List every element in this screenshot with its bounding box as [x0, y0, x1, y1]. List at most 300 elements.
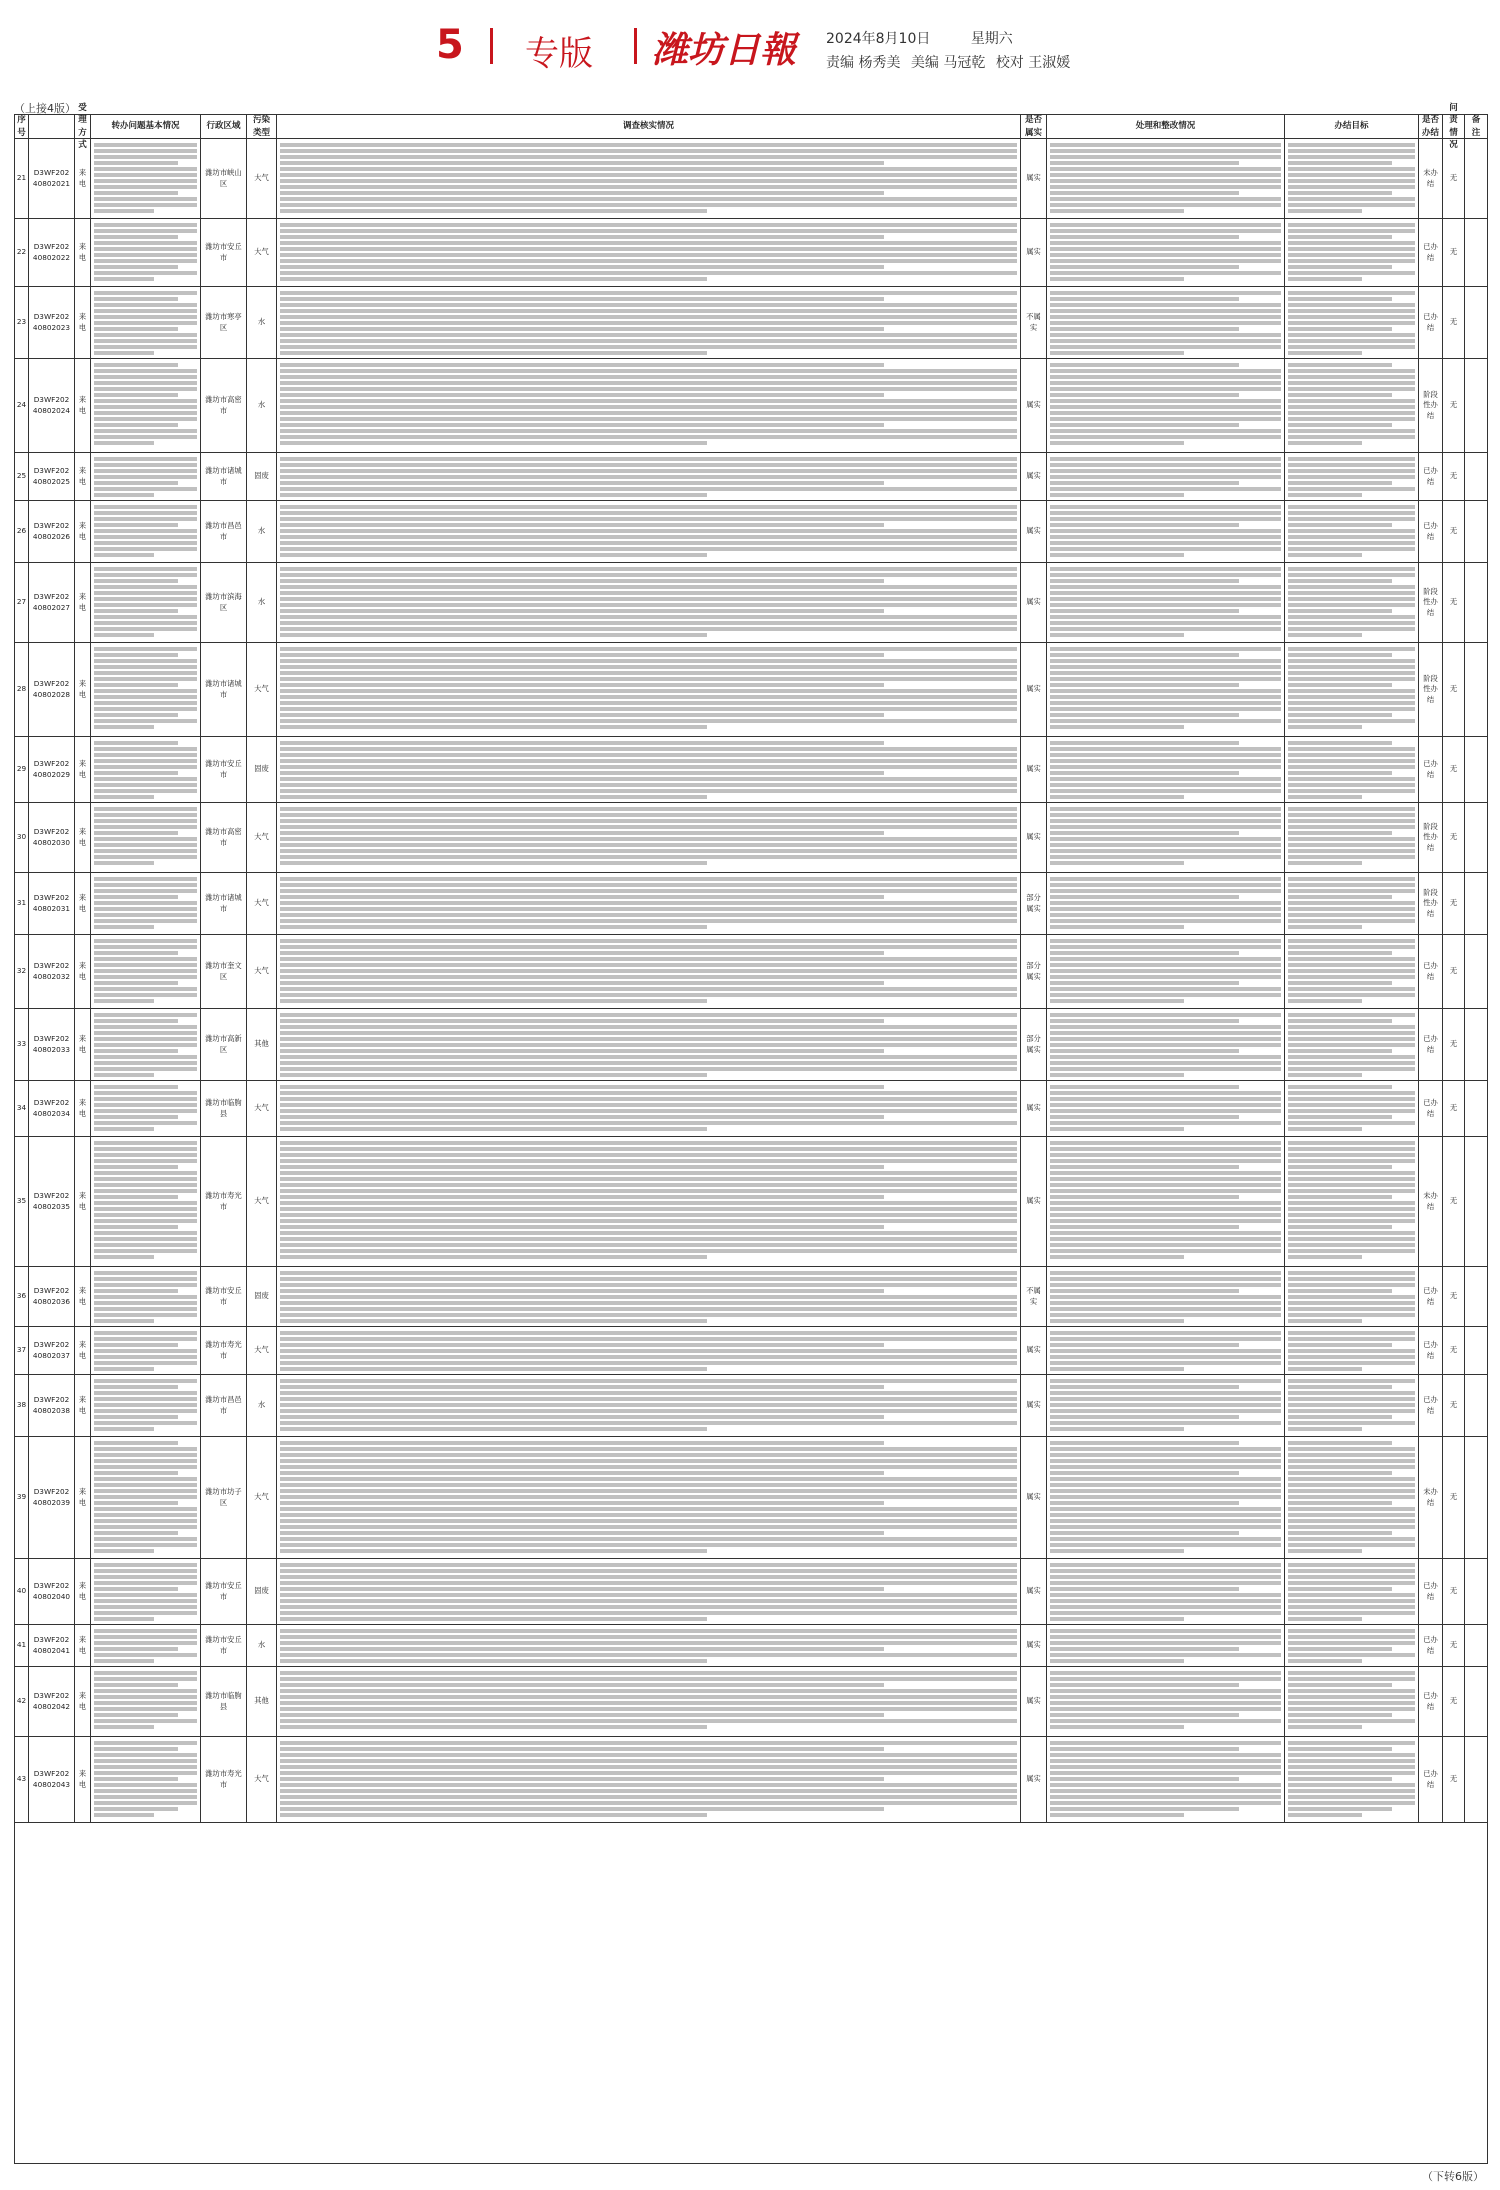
masthead-divider [634, 28, 637, 64]
text-line [94, 1415, 178, 1419]
text-line [280, 351, 707, 355]
cell-verified: 属实 [1021, 501, 1047, 562]
text-line [1050, 429, 1281, 433]
text-line [1288, 1807, 1392, 1811]
text-line [1288, 813, 1415, 817]
text-line [94, 913, 197, 917]
text-line [94, 1683, 178, 1687]
text-line [1050, 1049, 1239, 1053]
text-line [1288, 1489, 1415, 1493]
text-line [280, 1813, 707, 1817]
text-line [1050, 1147, 1281, 1151]
text-line [280, 511, 1017, 515]
text-line [1050, 753, 1281, 757]
cell-region: 潍坊市昌邑市 [201, 501, 247, 562]
text-line [1288, 1219, 1415, 1223]
text-line [1050, 1025, 1281, 1029]
text-line [1050, 1593, 1281, 1597]
header-handling: 处理和整改情况 [1047, 115, 1285, 138]
cell-method: 来电 [75, 359, 91, 452]
text-line [1288, 653, 1392, 657]
text-line [280, 197, 1017, 201]
cell-goal-text-block [1285, 1667, 1419, 1736]
text-line [1288, 303, 1415, 307]
cell-remark [1465, 219, 1487, 286]
cell-accountability: 无 [1443, 935, 1465, 1008]
header-remark: 备注 [1471, 115, 1481, 138]
text-line [1050, 1441, 1239, 1445]
cell-pollution: 水 [247, 287, 277, 358]
text-line [94, 149, 197, 153]
text-line [1288, 423, 1392, 427]
text-line [1288, 1307, 1415, 1311]
text-line [280, 585, 1017, 589]
text-line [94, 297, 178, 301]
text-line [94, 1783, 197, 1787]
text-line [280, 1525, 1017, 1529]
text-line [1050, 1513, 1281, 1517]
text-line [280, 1747, 884, 1751]
text-line [280, 609, 884, 613]
cell-problem-text-block [91, 287, 201, 358]
text-line [94, 1765, 197, 1769]
text-line [1288, 753, 1415, 757]
text-line [280, 529, 1017, 533]
cell-verified: 属实 [1021, 803, 1047, 872]
text-line [1050, 819, 1281, 823]
cell-pollution: 水 [247, 1625, 277, 1666]
text-line [1288, 957, 1415, 961]
cell-verified: 属实 [1021, 1137, 1047, 1266]
text-line [94, 511, 197, 515]
text-line [94, 505, 197, 509]
text-line [1288, 1349, 1415, 1353]
text-line [94, 1617, 154, 1621]
editor-credit: 责编 杨秀美 [826, 55, 901, 71]
text-line [280, 345, 1017, 349]
cell-accountability: 无 [1443, 139, 1465, 218]
text-line [94, 1587, 178, 1591]
text-line [1288, 591, 1415, 595]
text-line [1050, 375, 1281, 379]
text-line [1050, 203, 1281, 207]
text-line [94, 203, 197, 207]
text-line [1288, 1459, 1415, 1463]
cell-method: 来电 [75, 1559, 91, 1624]
text-line [1050, 1043, 1281, 1047]
cell-investigation-text-block [277, 1009, 1021, 1080]
cell-seq: 38 [15, 1375, 29, 1436]
cell-method: 来电 [75, 563, 91, 642]
table-row [15, 501, 1487, 563]
text-line [94, 843, 197, 847]
text-line [280, 1501, 884, 1505]
text-line [94, 1471, 178, 1475]
text-line [280, 741, 884, 745]
cell-seq: 42 [15, 1667, 29, 1736]
text-line [94, 1037, 197, 1041]
text-line [280, 849, 1017, 853]
text-line [280, 1765, 1017, 1769]
text-line [1288, 969, 1415, 973]
text-line [94, 1177, 197, 1181]
cell-accountability: 无 [1443, 453, 1465, 500]
text-line [280, 1237, 1017, 1241]
cell-closed: 已办结 [1419, 287, 1443, 358]
text-line [94, 1019, 178, 1023]
cell-goal-text-block [1285, 803, 1419, 872]
text-line [280, 837, 1017, 841]
text-line [1288, 855, 1415, 859]
text-line [94, 381, 197, 385]
text-line [280, 895, 884, 899]
text-line [1050, 1313, 1281, 1317]
header-goal: 办结目标 [1285, 115, 1419, 138]
cell-investigation-text-block [277, 359, 1021, 452]
cell-closed: 阶段性办结 [1419, 359, 1443, 452]
cell-method: 来电 [75, 1137, 91, 1266]
table-row [15, 1559, 1487, 1625]
text-line [94, 831, 178, 835]
cell-closed: 已办结 [1419, 1737, 1443, 1822]
text-line [1050, 1255, 1184, 1259]
text-line [94, 1189, 197, 1193]
text-line [280, 1313, 1017, 1317]
cell-accountability: 无 [1443, 1375, 1465, 1436]
text-line [1288, 143, 1415, 147]
text-line [1288, 819, 1415, 823]
text-line [280, 795, 707, 799]
text-line [94, 223, 197, 227]
cell-investigation-text-block [277, 501, 1021, 562]
text-line [1288, 327, 1392, 331]
text-line [1050, 1427, 1184, 1431]
cell-pollution: 其他 [247, 1667, 277, 1736]
text-line [1050, 1019, 1239, 1023]
text-line [280, 375, 1017, 379]
text-line [94, 1183, 197, 1187]
text-line [1050, 1237, 1281, 1241]
cell-accountability: 无 [1443, 643, 1465, 736]
text-line [94, 1513, 197, 1517]
cell-pollution: 水 [247, 563, 277, 642]
text-line [1288, 975, 1415, 979]
text-line [280, 1587, 884, 1591]
text-line [94, 1581, 197, 1585]
text-line [280, 603, 1017, 607]
text-line [94, 1013, 197, 1017]
cell-problem-text-block [91, 501, 201, 562]
text-line [1050, 789, 1281, 793]
text-line [1288, 1611, 1415, 1615]
text-line [94, 1397, 197, 1401]
cell-investigation-text-block [277, 1737, 1021, 1822]
text-line [1288, 707, 1415, 711]
cell-method: 来电 [75, 219, 91, 286]
text-line [1050, 1159, 1281, 1163]
cell-verified: 属实 [1021, 219, 1047, 286]
text-line [94, 945, 197, 949]
text-line [1050, 1243, 1281, 1247]
cell-accountability: 无 [1443, 1737, 1465, 1822]
text-line [1288, 1067, 1415, 1071]
text-line [94, 1719, 197, 1723]
text-line [94, 633, 154, 637]
text-line [1050, 1765, 1281, 1769]
text-line [280, 1295, 1017, 1299]
text-line [1288, 747, 1415, 751]
text-line [1288, 457, 1415, 461]
text-line [280, 469, 1017, 473]
text-line [280, 1043, 1017, 1047]
text-line [280, 653, 884, 657]
text-line [1050, 1677, 1281, 1681]
text-line [1288, 1483, 1415, 1487]
cell-accountability: 无 [1443, 1559, 1465, 1624]
cell-handling-text-block [1047, 563, 1285, 642]
cell-pollution: 其他 [247, 1009, 277, 1080]
text-line [94, 1671, 197, 1675]
text-line [1288, 741, 1392, 745]
text-line [1050, 1569, 1281, 1573]
text-line [280, 333, 1017, 337]
text-line [94, 771, 178, 775]
text-line [94, 819, 197, 823]
text-line [94, 889, 197, 893]
text-line [1288, 1581, 1415, 1585]
text-line [1288, 615, 1415, 619]
text-line [1050, 553, 1184, 557]
text-line [94, 523, 178, 527]
text-line [1050, 683, 1239, 687]
text-line [1050, 393, 1239, 397]
text-line [1288, 203, 1415, 207]
cell-no: D3WF20240802034 [29, 1081, 75, 1136]
text-line [1288, 713, 1392, 717]
text-line [1288, 321, 1415, 325]
cell-region: 潍坊市诸城市 [201, 643, 247, 736]
text-line [280, 481, 884, 485]
cell-pollution: 水 [247, 501, 277, 562]
text-line [94, 975, 197, 979]
text-line [1050, 247, 1281, 251]
text-line [1288, 789, 1415, 793]
text-line [280, 1391, 1017, 1395]
cell-accountability: 无 [1443, 1009, 1465, 1080]
text-line [1050, 1489, 1281, 1493]
text-line [94, 591, 197, 595]
text-line [280, 381, 1017, 385]
text-line [1288, 627, 1415, 631]
header-region: 行政区域 [201, 115, 247, 138]
cell-pollution: 固废 [247, 1559, 277, 1624]
text-line [280, 209, 707, 213]
text-line [94, 1575, 197, 1579]
text-line [94, 1195, 178, 1199]
text-line [1288, 265, 1392, 269]
text-line [94, 1695, 197, 1699]
cell-no: D3WF20240802031 [29, 873, 75, 934]
text-line [1050, 861, 1184, 865]
cell-remark [1465, 139, 1487, 218]
text-line [1050, 1361, 1281, 1365]
cell-region: 潍坊市峡山区 [201, 139, 247, 218]
text-line [94, 1337, 197, 1341]
cell-goal-text-block [1285, 1375, 1419, 1436]
cell-verified: 属实 [1021, 1625, 1047, 1666]
cell-handling-text-block [1047, 1081, 1285, 1136]
text-line [1288, 1447, 1415, 1451]
masthead-divider [490, 28, 493, 64]
text-line [1288, 155, 1415, 159]
cell-pollution: 大气 [247, 1737, 277, 1822]
text-line [94, 671, 197, 675]
text-line [280, 647, 1017, 651]
cell-seq: 22 [15, 219, 29, 286]
text-line [1050, 963, 1281, 967]
cell-verified: 属实 [1021, 1327, 1047, 1374]
text-line [1050, 369, 1281, 373]
text-line [1288, 405, 1415, 409]
text-line [1288, 241, 1415, 245]
text-line [1050, 271, 1281, 275]
text-line [94, 1599, 197, 1603]
cell-seq: 36 [15, 1267, 29, 1326]
text-line [1288, 1415, 1392, 1419]
text-line [1288, 695, 1415, 699]
text-line [1288, 907, 1415, 911]
text-line [280, 399, 1017, 403]
text-line [94, 789, 197, 793]
text-line [280, 889, 1017, 893]
cell-verified: 属实 [1021, 643, 1047, 736]
text-line [280, 1671, 1017, 1675]
text-line [1050, 567, 1281, 571]
text-line [1288, 1097, 1415, 1101]
text-line [94, 143, 197, 147]
cell-method: 来电 [75, 139, 91, 218]
text-line [94, 707, 197, 711]
cell-accountability: 无 [1443, 1437, 1465, 1558]
text-line [94, 1255, 154, 1259]
text-line [1288, 1783, 1415, 1787]
text-line [1050, 339, 1281, 343]
text-line [94, 1549, 154, 1553]
text-line [280, 901, 1017, 905]
cell-no: D3WF20240802043 [29, 1737, 75, 1822]
text-line [1050, 1189, 1281, 1193]
text-line [1288, 1037, 1415, 1041]
cell-no: D3WF20240802027 [29, 563, 75, 642]
text-line [94, 689, 197, 693]
text-line [94, 1465, 197, 1469]
text-line [94, 345, 197, 349]
cell-method: 来电 [75, 1009, 91, 1080]
cell-method: 来电 [75, 1375, 91, 1436]
text-line [280, 1771, 1017, 1775]
text-line [280, 223, 1017, 227]
text-line [1050, 1171, 1281, 1175]
cell-method: 来电 [75, 1081, 91, 1136]
cell-closed: 已办结 [1419, 501, 1443, 562]
text-line [1288, 1575, 1415, 1579]
text-line [1050, 603, 1281, 607]
text-line [280, 475, 1017, 479]
text-line [1050, 1397, 1281, 1401]
text-line [1050, 469, 1281, 473]
text-line [280, 1085, 884, 1089]
text-line [280, 615, 1017, 619]
cell-problem-text-block [91, 359, 201, 452]
cell-method: 来电 [75, 737, 91, 802]
text-line [280, 1301, 1017, 1305]
cell-problem-text-block [91, 1267, 201, 1326]
text-line [1050, 615, 1281, 619]
text-line [1288, 1813, 1362, 1817]
cell-method: 来电 [75, 1737, 91, 1822]
text-line [94, 1501, 178, 1505]
text-line [280, 621, 1017, 625]
text-line [94, 469, 197, 473]
text-line [280, 1795, 1017, 1799]
cell-seq: 21 [15, 139, 29, 218]
text-line [94, 925, 154, 929]
cell-closed: 未办结 [1419, 1137, 1443, 1266]
text-line [1050, 1219, 1281, 1223]
cell-problem-text-block [91, 873, 201, 934]
text-line [1050, 1653, 1281, 1657]
table-row [15, 453, 1487, 501]
text-line [94, 741, 178, 745]
text-line [280, 161, 884, 165]
text-line [1288, 1289, 1392, 1293]
text-line [94, 1747, 178, 1751]
text-line [1288, 701, 1415, 705]
text-line [1050, 1801, 1281, 1805]
text-line [280, 1543, 1017, 1547]
text-line [280, 677, 1017, 681]
cell-no: D3WF20240802036 [29, 1267, 75, 1326]
text-line [1288, 1171, 1415, 1175]
issue-weekday: 星期六 [970, 31, 1013, 47]
text-line [280, 1453, 1017, 1457]
cell-remark [1465, 287, 1487, 358]
text-line [1050, 1465, 1281, 1469]
cell-seq: 37 [15, 1327, 29, 1374]
cell-handling-text-block [1047, 803, 1285, 872]
text-line [94, 1243, 197, 1247]
text-line [280, 1097, 1017, 1101]
continued-to-note: （下转6版） [1422, 2170, 1484, 2183]
text-line [280, 1635, 1017, 1639]
text-line [1050, 1331, 1281, 1335]
cell-remark [1465, 1267, 1487, 1326]
cell-problem-text-block [91, 1559, 201, 1624]
text-line [1288, 777, 1415, 781]
cell-verified: 属实 [1021, 359, 1047, 452]
cell-closed: 已办结 [1419, 1267, 1443, 1326]
text-line [1050, 795, 1184, 799]
text-line [94, 1031, 197, 1035]
text-line [280, 993, 1017, 997]
text-line [94, 1067, 197, 1071]
text-line [94, 161, 178, 165]
cell-investigation-text-block [277, 643, 1021, 736]
text-line [1288, 759, 1415, 763]
text-line [94, 1207, 197, 1211]
text-line [1050, 1701, 1281, 1705]
text-line [280, 633, 707, 637]
